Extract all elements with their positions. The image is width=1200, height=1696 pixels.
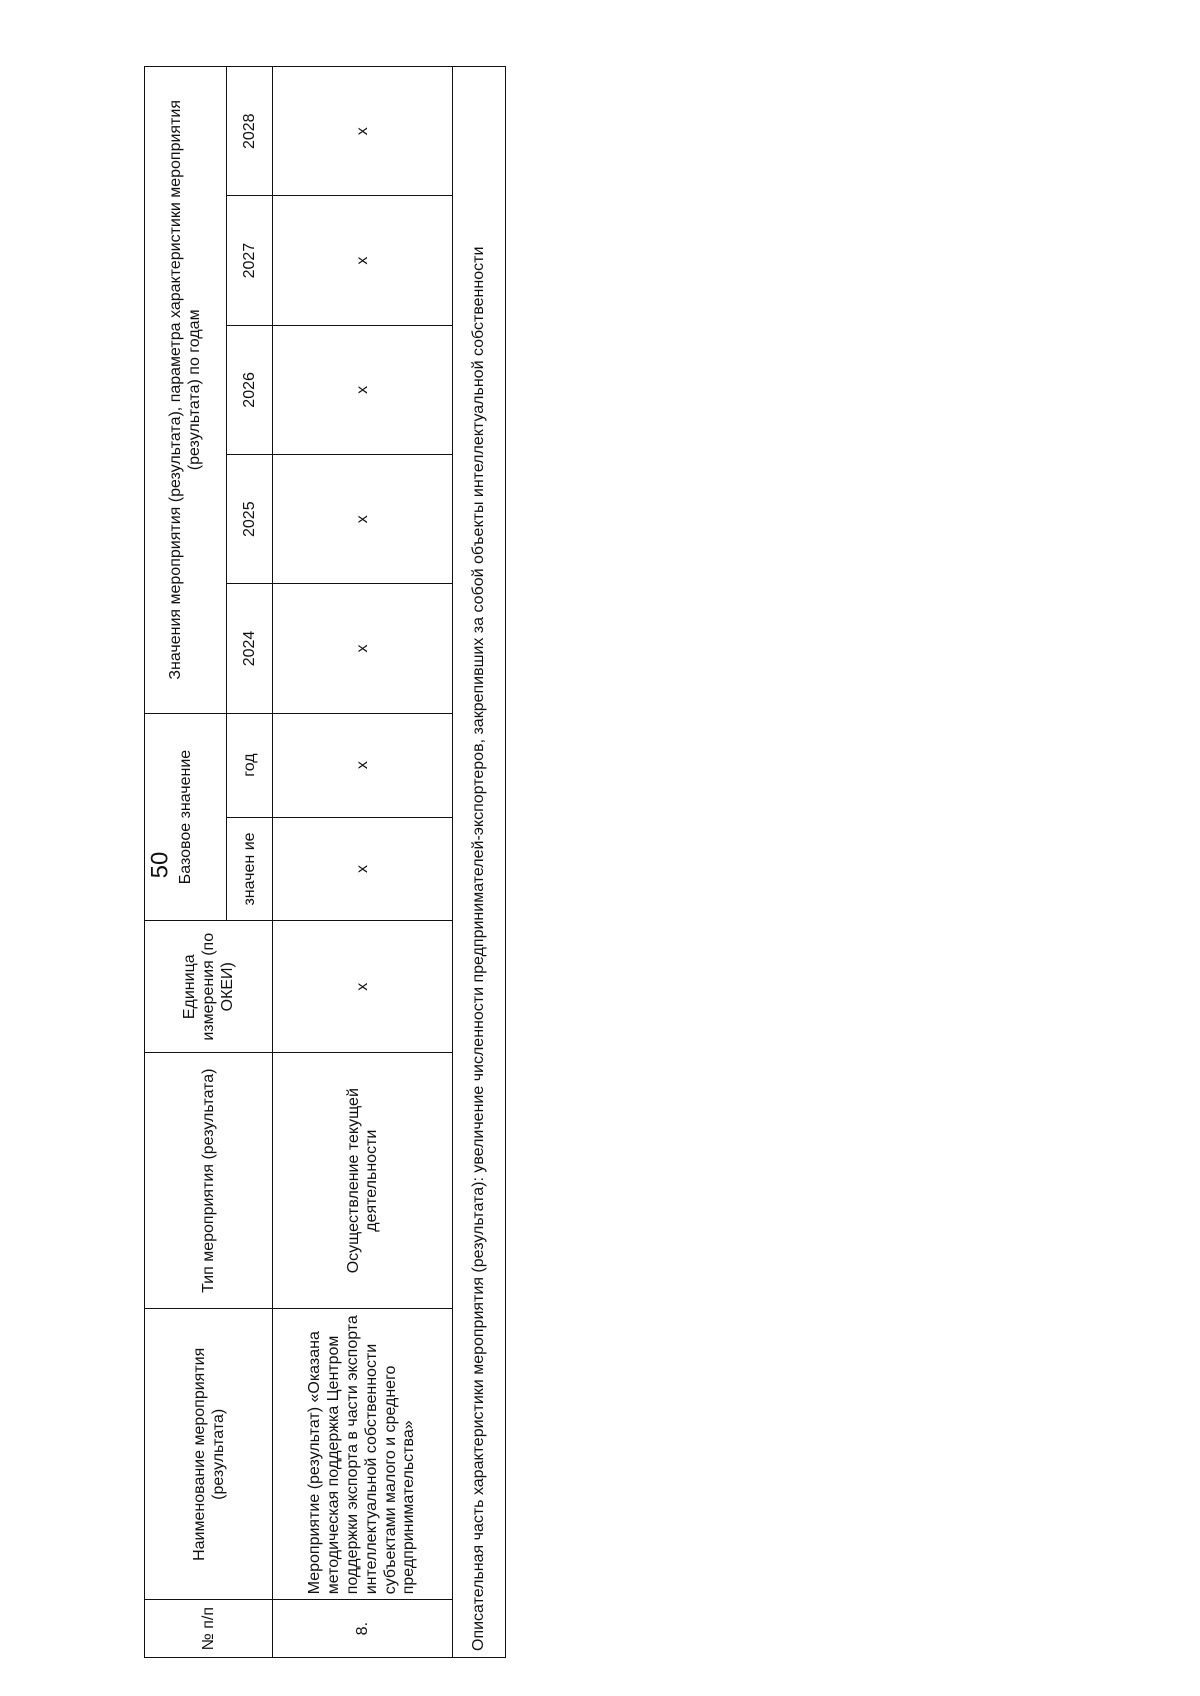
row-value-2026: x [273, 325, 452, 454]
row-type: Осуществление текущей деятельности [273, 1053, 452, 1309]
rotated-table-container [144, 66, 506, 1658]
header-name: Наименование мероприятия (результата) [145, 1309, 273, 1600]
header-year-2026: 2026 [226, 325, 273, 454]
header-num: № п/п [145, 1600, 273, 1658]
header-base-year: год [226, 713, 273, 817]
row-value-2027: x [273, 196, 452, 325]
row-value-2025: x [273, 455, 452, 584]
header-year-2028: 2028 [226, 67, 273, 196]
header-type: Тип мероприятия (результата) [145, 1053, 273, 1309]
page-number: 50 [145, 851, 173, 879]
row-name: Мероприятие (результат) «Оказана методическая поддержка Центром поддержки экспорта в части экспорта интеллектуальной собственности субъектами малого и среднего предпринимательства» [273, 1309, 452, 1600]
row-base-value: x [273, 817, 452, 921]
header-values-group: Значения мероприятия (результата), параметра характеристики мероприятия (результата) по годам [145, 67, 227, 714]
header-year-2024: 2024 [226, 584, 273, 713]
description: Описательная часть характеристики мероприятия (результата): увеличение численности предпринимателей-экспортеров, закрепивших за собой объекты интеллектуальной собственности [452, 67, 505, 1658]
row-unit: x [273, 921, 452, 1053]
header-year-2027: 2027 [226, 196, 273, 325]
row-base-year: x [273, 713, 452, 817]
header-unit: Единица измерения (по ОКЕИ) [145, 921, 273, 1053]
header-base: Базовое значение [145, 713, 227, 921]
row-value-2028: x [273, 67, 452, 196]
row-value-2024: x [273, 584, 452, 713]
results-table [144, 66, 506, 1658]
header-year-2025: 2025 [226, 455, 273, 584]
header-base-value: значен ие [226, 817, 273, 921]
row-num: 8. [273, 1600, 452, 1658]
table-row [273, 67, 452, 1658]
